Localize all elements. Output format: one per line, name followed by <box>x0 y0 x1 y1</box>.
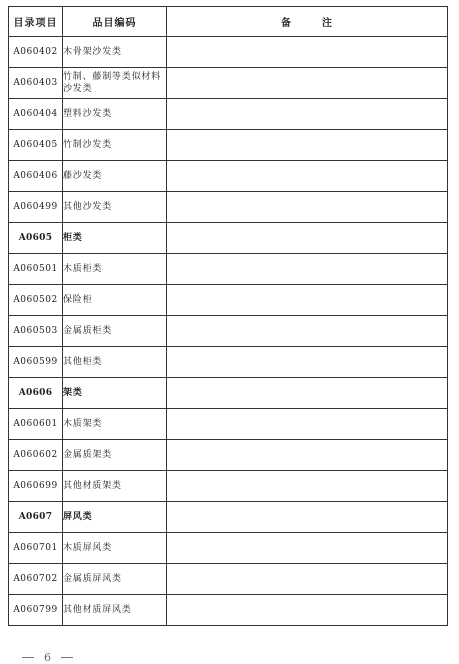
item-name: 木质柜类 <box>63 254 167 285</box>
page-footer <box>22 651 73 664</box>
table-row <box>9 68 448 99</box>
item-note <box>167 37 448 68</box>
table-row <box>9 471 448 502</box>
header-code: 目录项目 <box>9 7 63 37</box>
item-code: A060404 <box>9 99 63 130</box>
item-code: A060799 <box>9 595 63 626</box>
item-code: A060599 <box>9 347 63 378</box>
item-code: A060503 <box>9 316 63 347</box>
table-row <box>9 316 448 347</box>
item-name: 柜类 <box>63 223 167 254</box>
item-name: 金属质屏风类 <box>63 564 167 595</box>
item-code: A060699 <box>9 471 63 502</box>
item-note <box>167 161 448 192</box>
table-row <box>9 285 448 316</box>
item-name: 其他沙发类 <box>63 192 167 223</box>
table-row <box>9 564 448 595</box>
item-name: 竹制沙发类 <box>63 130 167 161</box>
item-note <box>167 130 448 161</box>
table-row <box>9 192 448 223</box>
item-name: 架类 <box>63 378 167 409</box>
footer-dash-right <box>61 657 73 658</box>
item-note <box>167 564 448 595</box>
table-row <box>9 595 448 626</box>
item-name: 保险柜 <box>63 285 167 316</box>
table-row <box>9 533 448 564</box>
item-code: A060702 <box>9 564 63 595</box>
item-code: A060501 <box>9 254 63 285</box>
item-note <box>167 223 448 254</box>
item-name: 竹制、藤制等类似材料沙发类 <box>63 68 167 99</box>
item-name: 塑料沙发类 <box>63 99 167 130</box>
table-group-row <box>9 223 448 254</box>
header-note <box>167 7 448 37</box>
item-note <box>167 285 448 316</box>
table-row <box>9 409 448 440</box>
footer-dash-left <box>22 657 34 658</box>
item-name: 屏风类 <box>63 502 167 533</box>
document-page <box>8 6 447 626</box>
item-note <box>167 378 448 409</box>
item-name: 其他柜类 <box>63 347 167 378</box>
item-note <box>167 440 448 471</box>
table-row <box>9 161 448 192</box>
item-name: 木骨架沙发类 <box>63 37 167 68</box>
header-note-right: 注 <box>322 18 333 29</box>
item-name: 藤沙发类 <box>63 161 167 192</box>
item-note <box>167 347 448 378</box>
item-code: A060402 <box>9 37 63 68</box>
table-group-row <box>9 502 448 533</box>
item-code: A060701 <box>9 533 63 564</box>
table-row <box>9 254 448 285</box>
item-name: 其他材质架类 <box>63 471 167 502</box>
table-group-row <box>9 378 448 409</box>
table-row <box>9 130 448 161</box>
item-code: A0606 <box>9 378 63 409</box>
item-note <box>167 502 448 533</box>
item-code: A060406 <box>9 161 63 192</box>
item-name: 金属质柜类 <box>63 316 167 347</box>
item-note <box>167 471 448 502</box>
table-row <box>9 347 448 378</box>
item-note <box>167 533 448 564</box>
page-number: 6 <box>44 651 51 664</box>
item-code: A060499 <box>9 192 63 223</box>
item-name: 其他材质屏风类 <box>63 595 167 626</box>
item-note <box>167 254 448 285</box>
header-name: 品目编码 <box>63 7 167 37</box>
item-note <box>167 99 448 130</box>
table-body <box>9 37 448 626</box>
item-code: A060403 <box>9 68 63 99</box>
item-code: A0607 <box>9 502 63 533</box>
item-name: 金属质架类 <box>63 440 167 471</box>
item-note <box>167 409 448 440</box>
item-note <box>167 68 448 99</box>
item-note <box>167 316 448 347</box>
item-code: A060602 <box>9 440 63 471</box>
table-header-row <box>9 7 448 37</box>
table-row <box>9 37 448 68</box>
item-code: A060601 <box>9 409 63 440</box>
header-note-left: 备 <box>281 18 292 29</box>
item-code: A060405 <box>9 130 63 161</box>
item-note <box>167 595 448 626</box>
catalog-table <box>8 6 448 626</box>
item-code: A060502 <box>9 285 63 316</box>
table-row <box>9 99 448 130</box>
item-name: 木质架类 <box>63 409 167 440</box>
item-code: A0605 <box>9 223 63 254</box>
item-note <box>167 192 448 223</box>
item-name: 木质屏风类 <box>63 533 167 564</box>
table-row <box>9 440 448 471</box>
